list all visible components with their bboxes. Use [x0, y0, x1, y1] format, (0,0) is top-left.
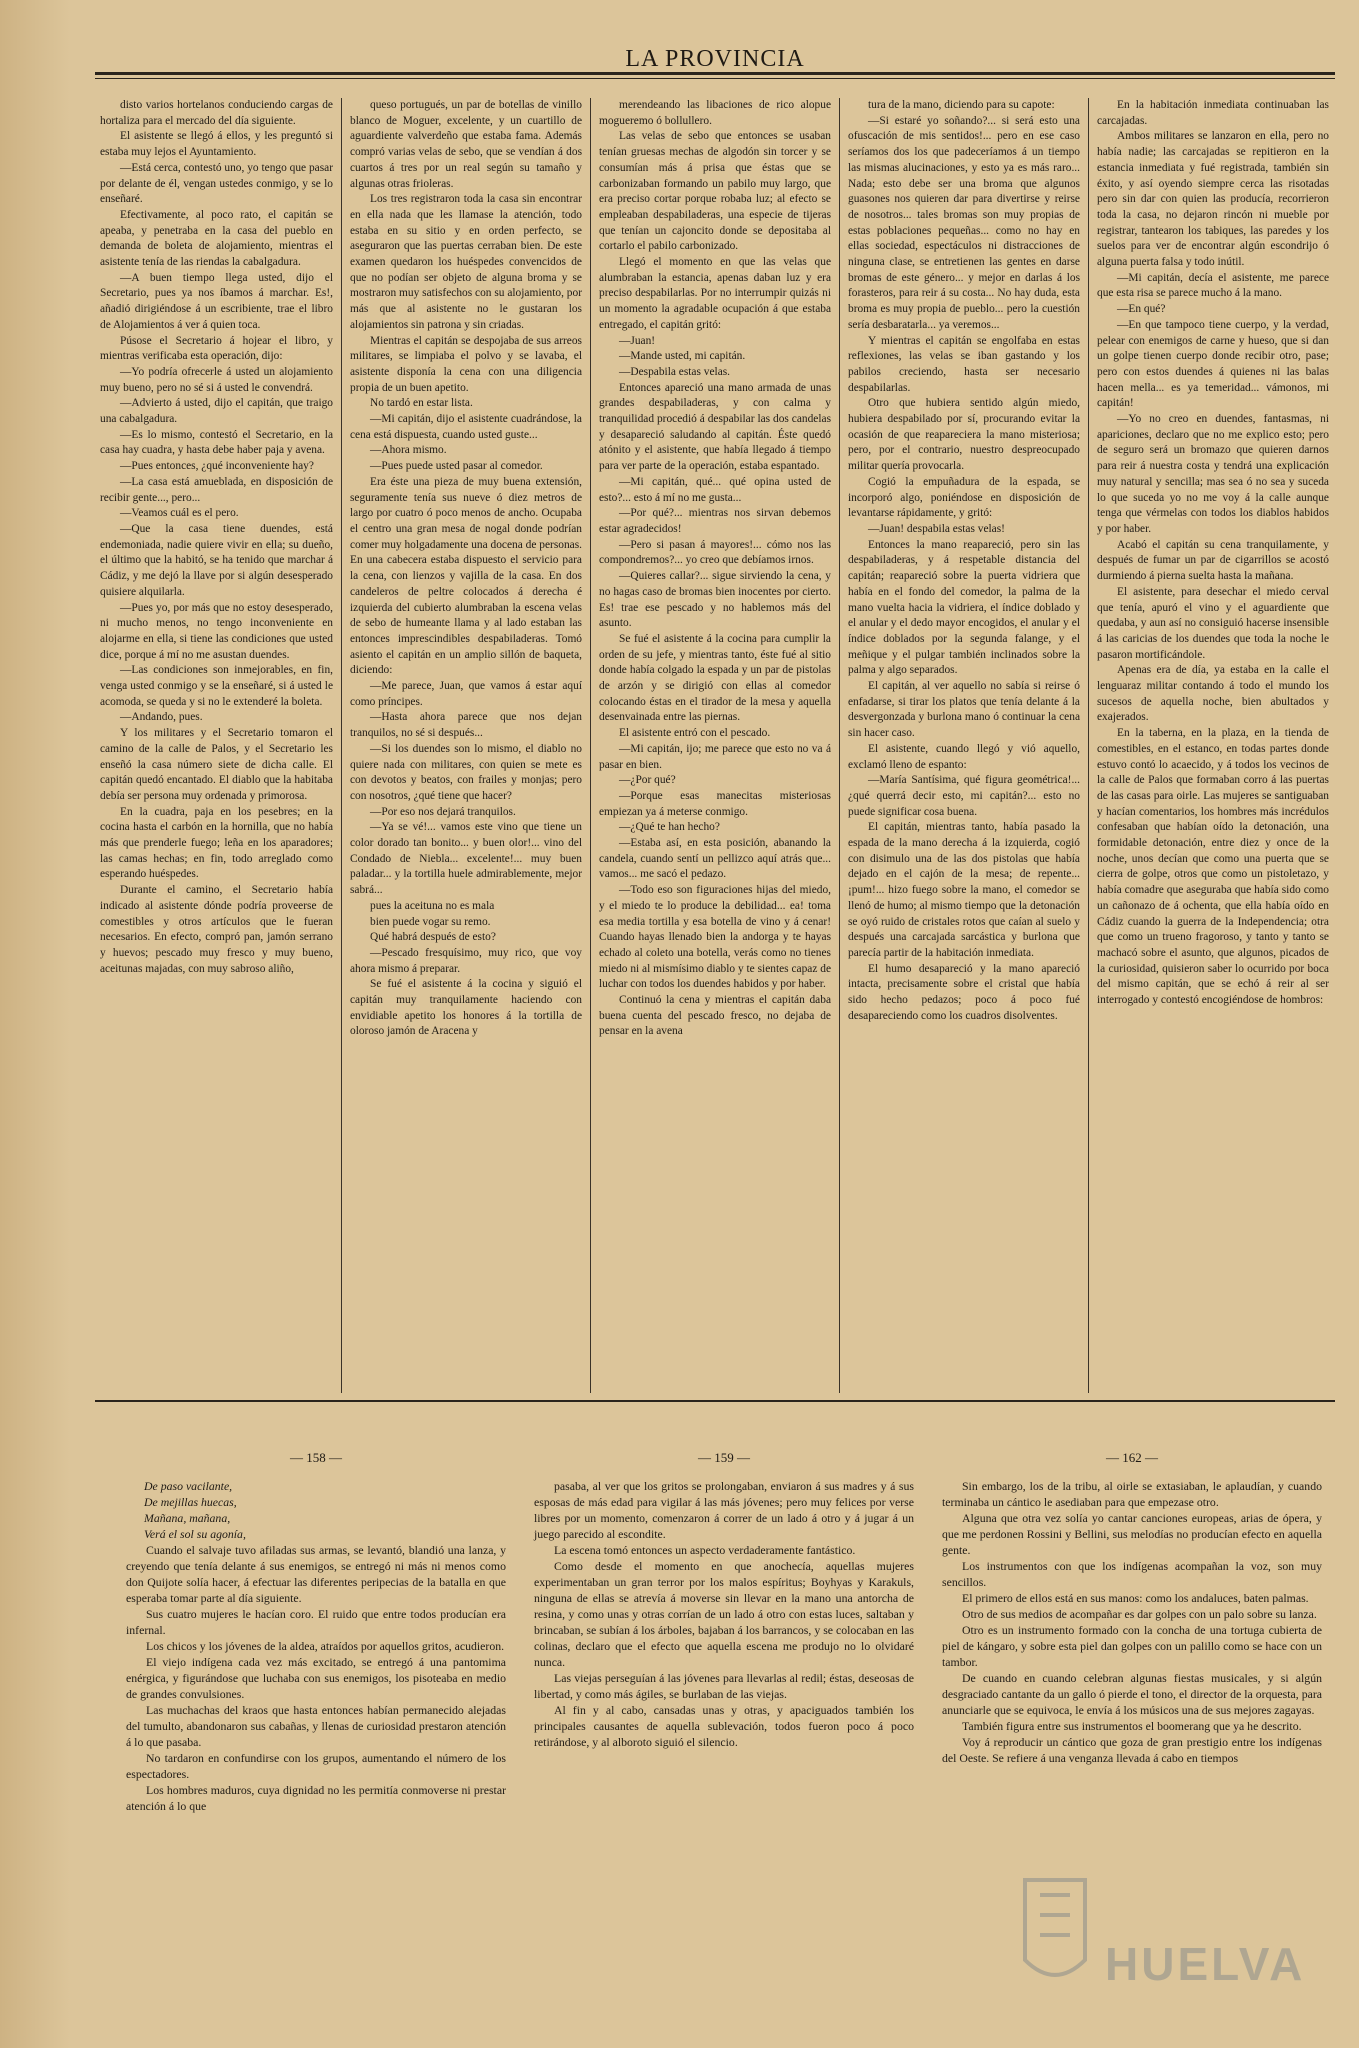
paragraph: El capitán, mientras tanto, había pasado la espada de la mano derecha á la izquierda, cogió con disimulo una de las dos pistolas que había dejado en el cajón de la mesa; de repente... ¡pum!... hizo fuego sobre la mano, el comedor se llenó de humo; al mismo tiempo que la detonación se oyó ruido de cristales rotos que caían al suelo y después una carcajada sarcástica y burlona que parecía partir de la habitación inmediata.: [848, 821, 1080, 959]
paragraph: —A buen tiempo llega usted, dijo el Secretario, pues ya nos íbamos á marchar. Es!, añadió dirigiéndose á un escribiente, trae el libro de Alojamientos á ver á quien toca.: [100, 271, 333, 331]
paragraph: El asistente se llegó á ellos, y les preguntó si estaba muy lejos el Ayuntamiento.: [100, 130, 333, 159]
paragraph: Los hombres maduros, cuya dignidad no les permitía conmoverse ni prestar atención á lo que: [126, 1783, 506, 1813]
column-3: [590, 98, 839, 1393]
paragraph: —Estaba así, en esta posición, abanando la candela, cuando sentí un pellizco aquí atrás que... vamos... me sacó el pedazo.: [599, 837, 831, 881]
paragraph: Se fué el asistente á la cocina para cumplir la orden de su jefe, y mientras tanto, éste fué al sitio donde había colgado la espada y un par de pistolas de arzón y se dirigió con ellas al comedor colocando éstas en el tirador de la mesa y aquella desenvainada entre las piernas.: [599, 632, 831, 724]
paragraph: —Que la casa tiene duendes, está endemoniada, nadie quiere vivir en ella; su dueño, el último que la habitó, se ha tenido que marchar á Cádiz, y me dejó la llave por si algún desesperado quisiere alquilarla.: [100, 522, 333, 598]
paragraph: En la taberna, en la plaza, en la tienda de comestibles, en el estanco, en todas partes donde estuvo contó lo acaecido, y á todos los vecinos de la calle de Palos que formaban corro á las puertas de las casas para oirle. Las mujeres se santiguaban y hacían comentarios, los hombres más incrédulos confesaban que habían oído la detonación, una formidable detonación, entre diez y once de la noche, unos decían que como una puerta que se cierra de golpe, otros que como un pistoletazo, y había comadre que aseguraba que había sido como un cañonazo de á ochenta, que ella había oído en Cádiz cuando la guerra de la Independencia; otra que como un trueno fragoroso, y tanto y tanto se machacó sobre el asunto, que algunos, picados de la curiosidad, quisieron saber lo ocurrido por boca del mismo capitán, que se echó á reir al ser interrogado y contestó encogiéndose de hombros:: [1097, 727, 1329, 1007]
paragraph: —Pues entonces, ¿qué inconveniente hay?: [120, 460, 314, 473]
paragraph: —La casa está amueblada, en disposición de recibir gente..., pero...: [100, 475, 333, 504]
paragraph: —Pues puede usted pasar al comedor.: [370, 460, 543, 473]
paragraph: —¿Qué te han hecho?: [619, 821, 720, 834]
paragraph: —Ya se vé!... vamos este vino que tiene un color dorado tan bonito... y buen olor!... vino del Condado de Niebla... excelente!... muy buen paladar... y la tortilla huele admirablemente, mejor sabrá...: [350, 821, 582, 897]
paragraph: —Porque esas manecitas misteriosas empiezan ya á meterse conmigo.: [599, 789, 831, 818]
paragraph: —Pescado fresquísimo, muy rico, que voy ahora mismo á preparar.: [350, 946, 582, 975]
verse-line: De mejillas huecas,: [144, 1495, 237, 1509]
library-seal-watermark: [1005, 1860, 1335, 2030]
paragraph: Mientras el capitán se despojaba de sus arreos militares, se limpiaba el polvo y se lavaba, el asistente disponía la cena con una diligencia propia de un buen apetito.: [350, 334, 582, 394]
feuilleton-page-b: [520, 1450, 928, 2010]
paragraph: Voy á reproducir un cántico que goza de gran prestigio entre los indígenas del Oeste. Se refiere á una venganza llevada á cabo en tiempos: [942, 1735, 1322, 1765]
masthead-rule: [95, 72, 1335, 75]
paragraph: Otro es un instrumento formado con la concha de una tortuga cubierta de piel de kángaro, y sobre esta piel dan golpes con un palillo como se hace con un tambor.: [942, 1623, 1322, 1669]
paragraph: —Hasta ahora parece que nos dejan tranquilos, no sé si después...: [350, 711, 582, 740]
paragraph: —Si los duendes son lo mismo, el diablo no quiere nada con militares, con quien se mete es con devotos y beatos, con frailes y monjas; pero con nosotros, ¿qué tiene que hacer?: [350, 742, 582, 802]
paragraph: disto varios hortelanos conduciendo cargas de hortaliza para el mercado del día siguiente.: [100, 99, 333, 127]
paragraph: pues la aceituna no es mala: [370, 899, 495, 912]
paragraph: El asistente, para desechar el miedo cerval que tenía, apuró el vino y el aguardiente que quedaba, y aun así no consiguió hacerse insensible á las caricias de los duendes que toda la noche le pasaron mortificándole.: [1097, 585, 1329, 661]
paragraph: Otro de sus medios de acompañar es dar golpes con un palo sobre su lanza.: [962, 1607, 1317, 1621]
paragraph: —Advierto á usted, dijo el capitán, que traigo una cabalgadura.: [100, 397, 333, 426]
paragraph: —Despabila estas velas.: [619, 365, 731, 378]
paragraph: Cogió la empuñadura de la espada, se incorporó algo, poniéndose en disposición de levantarse rápidamente, y gritó:: [848, 475, 1080, 520]
paragraph: Púsose el Secretario á hojear el libro, y mientras verificaba esta operación, dijo:: [100, 334, 333, 363]
paragraph: —Andando, pues.: [120, 711, 203, 724]
paragraph: En la cuadra, paja en los pesebres; en la cocina hasta el carbón en la hornilla, que no había más que prenderle fuego; leña en los aparadores; las camas hechas; en fin, todo arreglado como esperando huéspedes.: [100, 805, 333, 881]
paragraph: Sus cuatro mujeres le hacían coro. El ruido que entre todos producían era infernal.: [126, 1607, 506, 1637]
paragraph: Otro que hubiera sentido algún miedo, hubiera despabilado por sí, procurando evitar la ocasión de que reapareciera la mano misteriosa; pero, por el contrario, nuestro despreocupado militar quería provocarla.: [848, 397, 1080, 473]
paragraph: Se fué el asistente á la cocina y siguió el capitán muy tranquilamente haciendo con envidiable apetito los honores á la tortilla de oloroso jamón de Aracena y: [350, 978, 582, 1038]
paragraph: Los instrumentos con que los indígenas acompañan la voz, son muy sencillos.: [942, 1559, 1322, 1589]
paragraph: Entonces apareció una mano armada de unas grandes despabiladeras, y con calma y tranquilidad procedió á despabilar las dos candelas y desapareció saludando al capitán. Éste quedó atónito y el asistente, que había llegado á tiempo para ver parte de la operación, estaba espantado.: [599, 381, 831, 473]
paragraph: —Mi capitán, ijo; me parece que esto no va á pasar en bien.: [599, 742, 831, 771]
paragraph: Como desde el momento en que anochecía, aquellas mujeres experimentaban un gran terror por los malos espíritus; Boyhyas y Karakuls, ninguna de ellas se atrevía á moverse sin llevar en la mano una antorcha de resina, y como unas y otras corrían de un lado á otro con estas luces, saltaban y brincaban, se subían á los árboles, bajaban á los barrancos, y se colocaban en las colinas, declaro que el efecto que aquella escena me produjo no lo olvidaré nunca.: [534, 1559, 914, 1669]
paragraph: —Las condiciones son inmejorables, en fin, venga usted conmigo y se la enseñaré, si á usted le acomoda, se queda y si no le extenderé la boleta.: [100, 664, 333, 708]
paragraph: El viejo indígena cada vez más excitado, se entregó á una pantomima enérgica, y figurándose que luchaba con sus enemigos, los pisoteaba en medio de grandes convulsiones.: [126, 1655, 506, 1701]
paragraph: Continuó la cena y mientras el capitán daba buena cuenta del pescado fresco, no dejaba de pensar en la avena: [599, 994, 831, 1038]
paragraph: Entonces la mano reapareció, pero sin las despabiladeras, y á respetable distancia del capitán; reapareció sobre la puerta vidriera que había en el fondo del comedor, la palma de la mano vuelta hacia la vidriera, el índice doblado y el anular y el dedo mayor encogidos, el anular y el índice doblados por la segunda falange, y el meñique y el pulgar también inclinados sobre la palma y algo separados.: [848, 538, 1080, 677]
paragraph: pasaba, al ver que los gritos se prolongaban, enviaron á sus madres y á sus esposas de más edad para vigilar á las más jóvenes; pero muy felices por verse libres por un momento, comenzaron á correr de un lado á otro y á jugar á un juego parecido al escondite.: [534, 1479, 914, 1541]
page-edge-stain: [0, 0, 70, 2048]
column-4: [839, 98, 1088, 1393]
feuilleton-page-a: [112, 1450, 520, 2010]
paragraph: Alguna que otra vez solía yo cantar canciones europeas, arias de ópera, y que me perdonen Rossini y Bellini, sus melodías no producían efecto en aquella gente.: [942, 1511, 1322, 1557]
paragraph: tura de la mano, diciendo para su capote:: [868, 99, 1055, 111]
paragraph: Las viejas perseguían á las jóvenes para llevarlas al redil; éstas, deseosas de libertad, y como más ágiles, se burlaban de las viejas.: [534, 1671, 914, 1701]
paragraph: —Es lo mismo, contestó el Secretario, en la casa hay cuadra, y hasta debe haber paja y avena.: [100, 428, 333, 457]
paragraph: —Mande usted, mi capitán.: [619, 350, 746, 363]
column-2: [341, 98, 590, 1393]
paragraph: También figura entre sus instrumentos el boomerang que ya he descrito.: [962, 1719, 1302, 1733]
paragraph: bien puede vogar su remo.: [370, 915, 491, 928]
paragraph: —Ahora mismo.: [370, 444, 447, 457]
paragraph: Y mientras el capitán se engolfaba en estas reflexiones, las velas se iban gastando y los pabilos creciendo, hasta ser necesario despabilarlas.: [848, 334, 1080, 394]
paragraph: Y los militares y el Secretario tomaron el camino de la calle de Palos, y el Secretario les enseñó la casa número siete de dicha calle. El capitán quedó encantado. El diablo que la habitaba debía ser persona muy ordenada y primorosa.: [100, 727, 333, 802]
paragraph: Llegó el momento en que las velas que alumbraban la estancia, apenas daban luz y era preciso despabilarlas. Por no interrumpir quizás ni un momento la agradable ocupación á que estaba entregado, el capitán gritó:: [599, 256, 831, 331]
paragraph: El primero de ellos está en sus manos: como los andaluces, baten palmas.: [962, 1591, 1309, 1605]
verse-line: Verá el sol su agonía,: [144, 1527, 246, 1541]
paragraph: —Yo no creo en duendes, fantasmas, ni apariciones, declaro que no me explico esto; pero de seguro será un bromazo que quieren darnos para reir á nuestra costa y tendrá una explicación muy natural y sencilla; mas sea ó no sea y suceda lo que suceda yo no me voy á la calle aunque tenga que vérmelas con todos los diablos habidos y por haber.: [1097, 413, 1329, 535]
paragraph: merendeando las libaciones de rico alopue mogueremo ó bollullero.: [599, 99, 831, 127]
paragraph: El humo desapareció y la mano apareció intacta, precisamente sobre el cristal que había sido hecho pedazos; poco á poco fué desapareciendo como los cuadros disolventes.: [848, 962, 1080, 1022]
page-number: — 158 —: [290, 1450, 342, 1465]
paragraph: No tardó en estar lista.: [370, 397, 473, 410]
paragraph: —Mi capitán, qué... qué opina usted de esto?... esto á mí no me gusta...: [599, 475, 831, 504]
paragraph: —Pues yo, por más que no estoy desesperado, ni mucho menos, no tengo inconveniente en alojarme en ella, si tiene las condiciones que usted dice, porque á mí no me asustan duendes.: [100, 601, 333, 661]
paragraph: Acabó el capitán su cena tranquilamente, y después de fumar un par de cigarrillos se acostó durmiendo á pierna suelta hasta la mañana.: [1097, 538, 1329, 583]
verse-line: De paso vacilante,: [144, 1479, 233, 1493]
paragraph: —Quieres callar?... sigue sirviendo la cena, y no hagas caso de bromas bien inocentes por cierto. Es! trae ese pescado y no hablemos más del asunto.: [599, 570, 831, 630]
paragraph: Los tres registraron toda la casa sin encontrar en ella nada que les llamase la atención, todo estaba en su sitio y en orden perfecto, se aseguraron que las puertas cerraban bien. De este examen quedaron los huéspedes convencidos de que no podían ser objeto de alguna broma y se mostraron muy satisfechos con su alojamiento, por más que al asistente no le gustaran los alojamientos sin patrona y sin criadas.: [350, 193, 582, 331]
paragraph: Durante el camino, el Secretario había indicado al asistente dónde podría proveerse de comestibles y otros artículos que le fueran necesarios. En efecto, compró pan, jamón serrano y huevos; pescado muy fresco y muy bueno, aceitunas majadas, con muy sabroso aliño,: [100, 884, 333, 975]
paragraph: —Juan! despabila estas velas!: [868, 522, 1005, 535]
paragraph: El asistente entró con el pescado.: [619, 727, 771, 740]
paragraph: —Yo podría ofrecerle á usted un alojamiento muy bueno, pero no sé si á usted le convendrá.: [100, 365, 333, 394]
paragraph: —Todo eso son figuraciones hijas del miedo, y el miedo te lo produce la debilidad... ea! toma esa media tortilla y esa botella de vino y á cenar! Cuando hayas llenado bien la andorga y te hayas echado al coleto una botella, verás como no tienes miedo ni al mismísimo diablo y te sientes capaz de luchar con todos los duendes habidos y por haber.: [599, 884, 831, 991]
paragraph: —Mi capitán, decía el asistente, me parece que esta risa se parece mucho á la mano.: [1097, 271, 1329, 300]
paragraph: En la habitación inmediata continuaban las carcajadas.: [1097, 99, 1329, 127]
paragraph: —Mi capitán, dijo el asistente cuadrándose, la cena está dispuesta, cuando usted guste...: [350, 413, 582, 441]
verse-line: Mañana, mañana,: [144, 1511, 231, 1525]
paragraph: Ambos militares se lanzaron en ella, pero no había nadie; las carcajadas se repitieron en la estancia inmediata y fué registrada, también sin éxito, y así oyendo siempre cerca las risotadas pero sin dar con quien las producía, recorrieron toda la casa, no dejaron rincón ni mueble por registrar, tantearon los tabiques, las paredes y los suelos para ver de encontrar algún escondrijo ó alguna puerta falsa y todo inútil.: [1097, 130, 1329, 269]
paragraph: Las velas de sebo que entonces se usaban tenían gruesas mechas de algodón sin torcer y se consumían más á prisa que éstas que se carbonizaban formando un pabilo muy largo, que era preciso cortar porque robaba luz; al efecto se empleaban despabiladeras, una especie de tijeras que tenían un cajoncito donde se depositaba al cortarlo el pabilo carbonizado.: [599, 130, 831, 253]
paragraph: El capitán, al ver aquello no sabía si reirse ó enfadarse, si tirar los platos que tenía delante á la desvergonzada y burlona mano ó continuar la cena sin hacer caso.: [848, 680, 1080, 740]
paragraph: De cuando en cuando celebran algunas fiestas musicales, y si algún desgraciado cantante da un gallo ó pierde el tono, el director de la orquesta, para anunciarle que se equivoca, le envía á los músicos una de sus mejores zagayas.: [942, 1671, 1322, 1717]
paragraph: Era éste una pieza de muy buena extensión, seguramente tenía sus nueve ó diez metros de largo por cuatro ó poco menos de ancho. Ocupaba el centro una gran mesa de nogal donde podrían comer muy holgadamente una docena de personas. En una cabecera estaba dispuesto el servicio para la cena, con lienzos y vajilla de la casa. En dos candeleros de peltre colocados á derecha é izquierda del cubierto alumbraban la escena velas de sebo de humeante llama y al lado estaban las entonces imprescindibles despabiladeras. Tomó asiento el capitán en un amplio sillón de baqueta, diciendo:: [350, 475, 582, 677]
paragraph: —¿Por qué?: [619, 774, 676, 787]
paragraph: —Pero si pasan á mayores!... cómo nos las compondremos?... yo creo que debíamos irnos.: [599, 538, 831, 567]
paragraph: Sin embargo, los de la tribu, al oirle se extasiaban, le aplaudían, y cuando terminaba un cántico le asediaban para que empezase otro.: [942, 1479, 1322, 1509]
paragraph: Apenas era de día, ya estaba en la calle el lenguaraz militar contando á todo el mundo los sucesos de aquella noche, bien abultados y exajerados.: [1097, 664, 1329, 724]
paragraph: —Me parece, Juan, que vamos á estar aquí como príncipes.: [350, 680, 582, 708]
paragraph: Los chicos y los jóvenes de la aldea, atraídos por aquellos gritos, acudieron.: [146, 1639, 505, 1653]
page-number: — 162 —: [1106, 1450, 1158, 1465]
paragraph: —Juan!: [619, 334, 656, 347]
paragraph: —En que tampoco tiene cuerpo, y la verdad, pelear con enemigos de carne y hueso, que si dan un golpe tienen cuerpo donde recibir otro, pase; pero con estos duendes á quienes ni las balas hacen mella... es ya temeridad... vámonos, mi capitán!: [1097, 318, 1329, 410]
paragraph: Al fin y al cabo, cansadas unas y otras, y apaciguados también los principales causantes de aquella sublevación, todos fueron poco á poco retirándose, y al alboroto siguió el silencio.: [534, 1703, 914, 1749]
paragraph: —En qué?: [1117, 303, 1166, 316]
paragraph: —Está cerca, contestó uno, yo tengo que pasar por delante de él, vengan ustedes conmigo, y se lo enseñaré.: [100, 161, 333, 206]
paragraph: Cuando el salvaje tuvo afiladas sus armas, se levantó, blandió una lanza, y creyendo que tenía delante á sus enemigos, se entregó ni más ni menos como don Quijote solía hacer, á efectuar las diferentes peripecias de la batalla en que esperaba tomar parte al día siguiente.: [126, 1543, 506, 1605]
column-1: [92, 98, 341, 1393]
paragraph: La escena tomó entonces un aspecto verdaderamente fantástico.: [554, 1543, 856, 1557]
paragraph: Qué habrá después de esto?: [370, 931, 496, 944]
paragraph: Efectivamente, al poco rato, el capitán se apeaba, y penetraba en la casa del pueblo en demanda de boleta de alojamiento, mientras el asistente tenía de las riendas la cabalgadura.: [100, 208, 333, 269]
paragraph: —Por eso nos dejará tranquilos.: [370, 805, 516, 818]
paragraph: queso portugués, un par de botellas de vinillo blanco de Moguer, excelente, y un cuartillo de aguardiente valverdeño que estaba fama. Además compró varias velas de sebo, que se vendían á dos cuartos á tres por un real según su tamaño y algunas otras frioleras.: [350, 99, 582, 190]
paragraph: —Veamos cuál es el pero.: [120, 507, 239, 520]
paragraph: —Si estaré yo soñando?... si será esto una ofuscación de mis sentidos!... pero en ese caso seríamos dos los que padeceríamos á un tiempo las mismas alucinaciones, y esto ya es más raro... Nada; esto debe ser una broma que algunos guasones nos quieren dar para divertirse y reirse de nosotros... tales bromas son muy propias de estas poblaciones pequeñas... como no hay en ellas sociedad, espectáculos ni distracciones de ninguna clase, se entretienen las gentes en darse bromas de este género... y mejor en darlas á los forasteros, para reir á su costa... No hay duda, esta broma es muy propia de pueblo... pero la cuestión sería desbaratarla... ya veremos...: [848, 114, 1080, 331]
article-columns: [92, 98, 1337, 1393]
paragraph: No tardaron en confundirse con los grupos, aumentando el número de los espectadores.: [126, 1751, 506, 1781]
masthead: LA PROVINCIA: [625, 46, 805, 72]
paragraph: —María Santísima, qué figura geométrica!... ¿qué querrá decir esto, mi capitán?... esto no puede significar cosa buena.: [848, 774, 1080, 818]
column-5: [1088, 98, 1337, 1393]
paragraph: El asistente, cuando llegó y vió aquello, exclamó lleno de espanto:: [848, 742, 1080, 771]
watermark-text: HUELVA: [1105, 1938, 1306, 1990]
page-number: — 159 —: [698, 1450, 750, 1465]
feuilleton-divider: [95, 1400, 1335, 1402]
paragraph: —Por qué?... mientras nos sirvan debemos estar agradecidos!: [599, 507, 831, 535]
masthead-rule-thin: [95, 78, 1335, 79]
paragraph: Las muchachas del kraos que hasta entonces habían permanecido alejadas del tumulto, abandonaron sus cabañas, y llenas de curiosidad prestaron atención á lo que pasaba.: [126, 1703, 506, 1749]
